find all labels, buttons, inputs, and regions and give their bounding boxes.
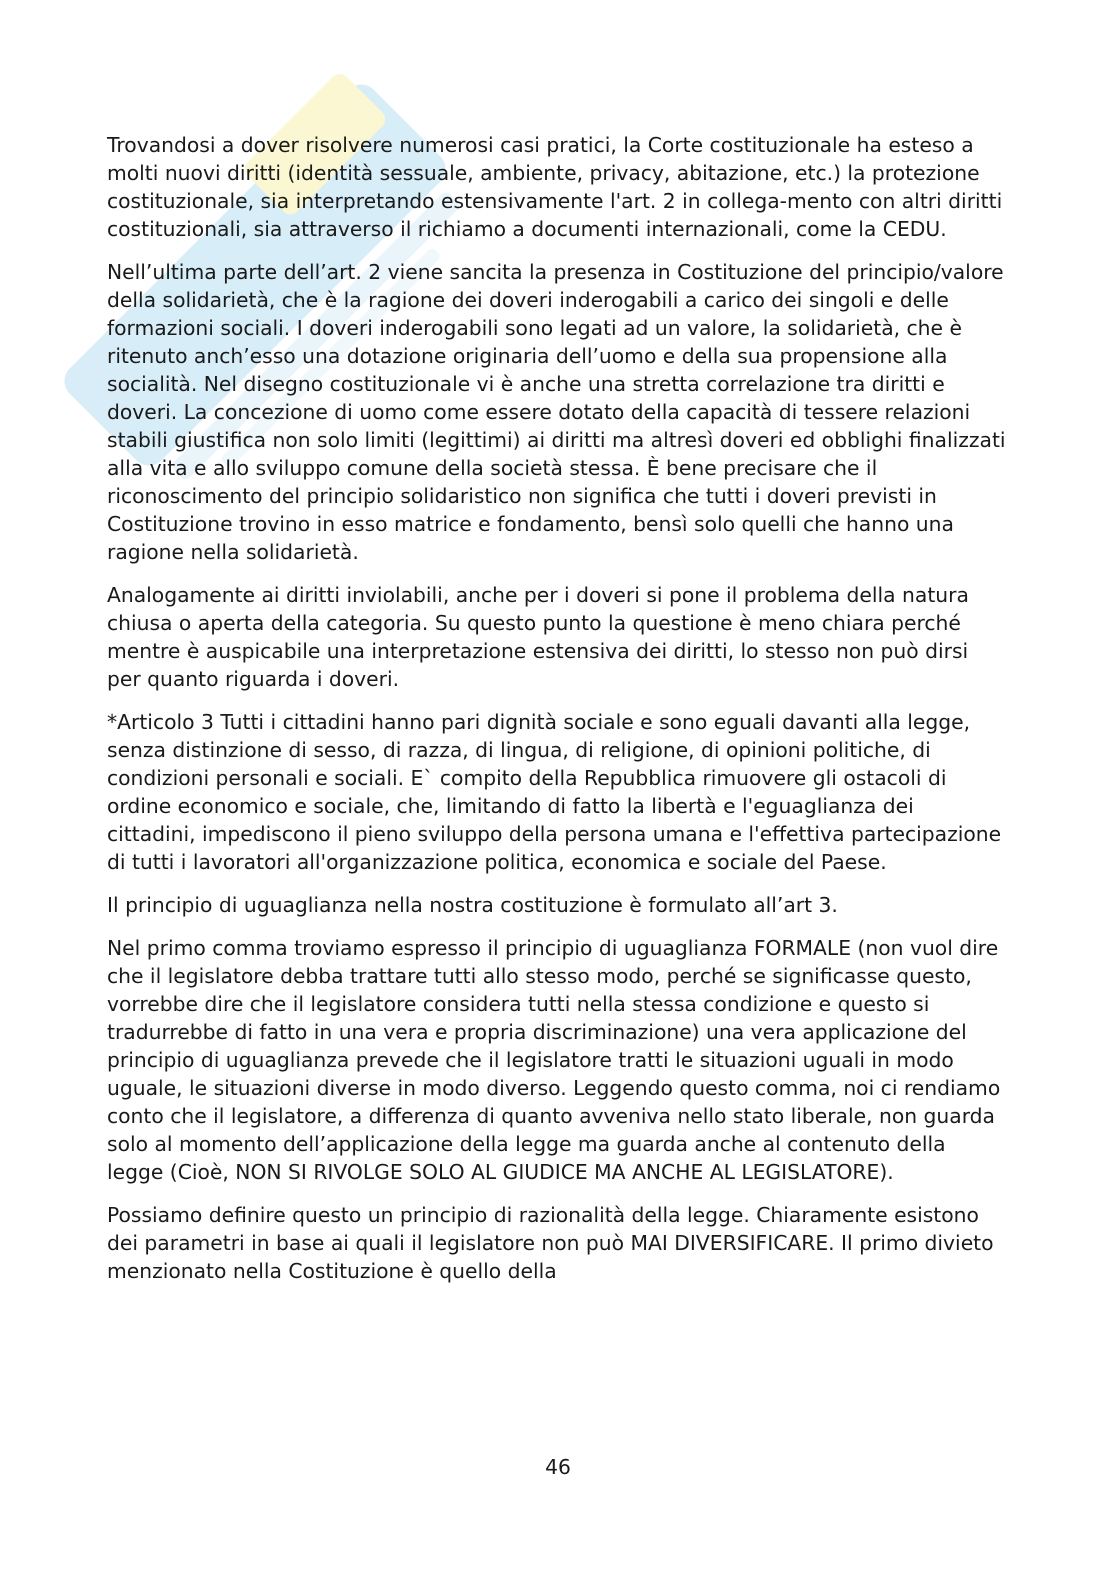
paragraph: Nell’ultima parte dell’art. 2 viene sancita la presenza in Costituzione del principio/valore della solidarietà, che è la ragione dei doveri inderogabili a carico dei singoli e delle formazioni sociali. I doveri inderogabili sono legati ad un valore, la solidarietà, che è ritenuto anch’esso una dotazione originaria dell’uomo e della sua propensione alla socialità. Nel disegno costituzionale vi è anche una stretta correlazione tra diritti e doveri. La concezione di uomo come essere dotato della capacità di tessere relazioni stabili giustifica non solo limiti (legittimi) ai diritti ma altresì doveri ed obblighi finalizzati alla vita e allo sviluppo comune della società stessa. È bene precisare che il riconoscimento del principio solidaristico non significa che tutti i doveri previsti in Costituzione trovino in esso matrice e fondamento, bensì solo quelli che hanno una ragione nella solidarietà. (107, 260, 1006, 564)
paragraph: Il principio di uguaglianza nella nostra costituzione è formulato all’art 3. (107, 893, 838, 917)
paragraph: Trovandosi a dover risolvere numerosi casi pratici, la Corte costituzionale ha esteso a molti nuovi diritti (identità sessuale, ambiente, privacy, abitazione, etc.) la protezione costituzionale, sia interpretando estensivamente l'art. 2 in collega-mento con altri diritti costituzionali, sia attraverso il richiamo a documenti internazionali, come la CEDU. (107, 133, 1003, 241)
paragraph: Analogamente ai diritti inviolabili, anche per i doveri si pone il problema della natura chiusa o aperta della categoria. Su questo punto la questione è meno chiara perché mentre è auspicabile una interpretazione estensiva dei diritti, lo stesso non può dirsi per quanto riguarda i doveri. (107, 583, 969, 691)
page-number: 46 (545, 1455, 571, 1479)
paragraph: Possiamo definire questo un principio di razionalità della legge. Chiaramente esistono dei parametri in base ai quali il legislatore non può MAI DIVERSIFICARE. Il primo divieto menzionato nella Costituzione è quello della (107, 1203, 994, 1283)
document-body (107, 131, 1007, 1300)
paragraph: Nel primo comma troviamo espresso il principio di uguaglianza FORMALE (non vuol dire che il legislatore debba trattare tutti allo stesso modo, perché se significasse questo, vorrebbe dire che il legislatore considera tutti nella stessa condizione e questo si tradurrebbe di fatto in una vera e propria discriminazione) una vera applicazione del principio di uguaglianza prevede che il legislatore tratti le situazioni uguali in modo uguale, le situazioni diverse in modo diverso. Leggendo questo comma, noi ci rendiamo conto che il legislatore, a differenza di quanto avveniva nello stato liberale, non guarda solo al momento dell’applicazione della legge ma guarda anche al contenuto della legge (Cioè, NON SI RIVOLGE SOLO AL GIUDICE MA ANCHE AL LEGISLATORE). (107, 936, 1001, 1184)
paragraph: *Articolo 3 Tutti i cittadini hanno pari dignità sociale e sono eguali davanti alla legge, senza distinzione di sesso, di razza, di lingua, di religione, di opinioni politiche, di condizioni personali e sociali. E` compito della Repubblica rimuovere gli ostacoli di ordine economico e sociale, che, limitando di fatto la libertà e l'eguaglianza dei cittadini, impediscono il pieno sviluppo della persona umana e l'effettiva partecipazione di tutti i lavoratori all'organizzazione politica, economica e sociale del Paese. (107, 710, 1002, 874)
